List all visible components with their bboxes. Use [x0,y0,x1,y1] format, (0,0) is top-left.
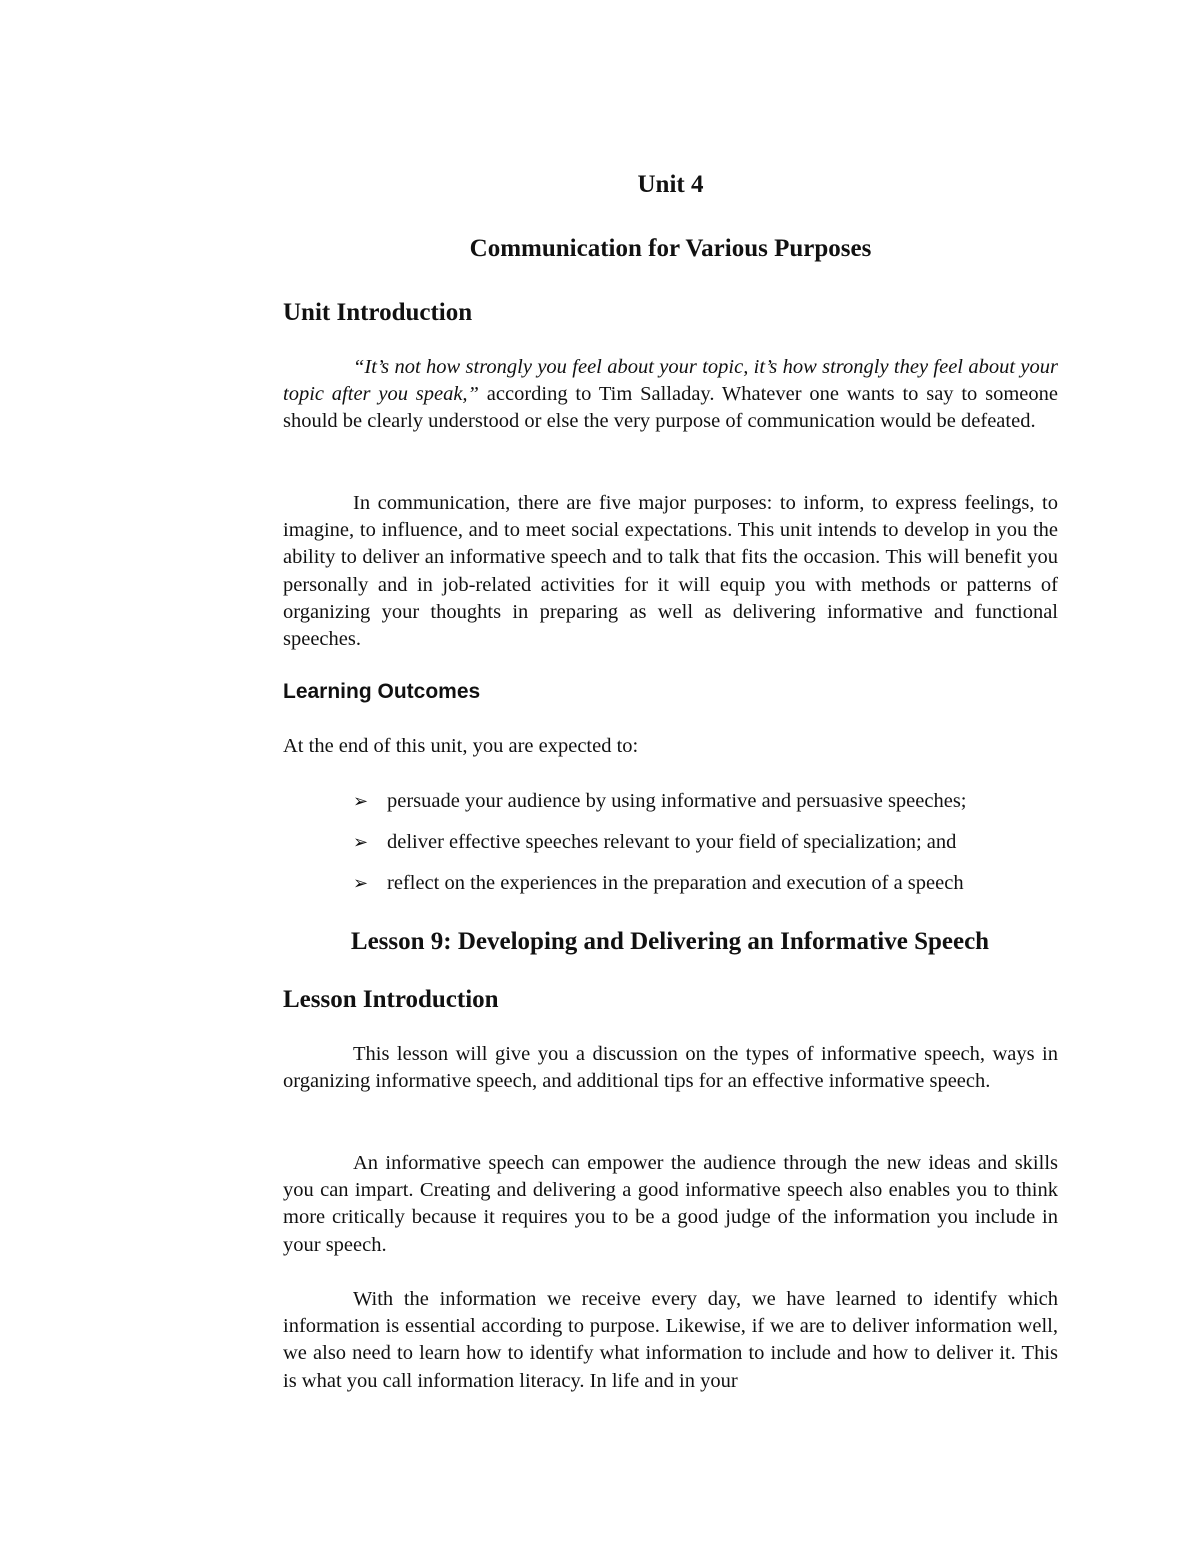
arrow-bullet-icon: ➢ [353,832,369,853]
list-item: ➢ reflect on the experiences in the preparation and execution of a speech [353,870,1073,897]
unit-title: Unit 4 [637,171,704,198]
lesson-introduction-heading: Lesson Introduction [283,986,499,1013]
list-item: ➢ deliver effective speeches relevant to your field of specialization; and [353,829,1073,856]
arrow-bullet-icon: ➢ [353,873,369,894]
unit-subtitle: Communication for Various Purposes [469,235,872,262]
lesson-intro-paragraph-2: An informative speech can empower the audience through the new ideas and skills you can impart. Creating and delivering a good informative speech also enables you to think more critically because it requires you to be a good judge of the information you include in your speech. [283,1152,1058,1256]
quote-text: “It’s not how strongly you feel about your topic, it’s how strongly they feel about your topic after you speak,” [283,356,1058,406]
learning-outcomes-heading: Learning Outcomes [283,680,481,703]
lesson-intro-paragraph-3: With the information we receive every day, we have learned to identify which information is essential according to purpose. Likewise, if we are to deliver information well, we also need to learn how to identify what information to include and how to deliver it. This is what you call information literacy. In life and in your [283,1288,1058,1392]
unit-introduction-heading: Unit Introduction [283,299,473,326]
learning-outcomes-lead: At the end of this unit, you are expected to: [283,735,639,757]
lesson-title: Lesson 9: Developing and Delivering an Informative Speech [350,928,990,955]
quote-attribution-text: according to Tim Salladay. Whatever one wants to say to someone should be clearly understood or else the very purpose of communication would be defeated. [283,383,1058,433]
unit-intro-paragraph-1 [283,354,1058,436]
lesson-intro-paragraph-1: This lesson will give you a discussion on the types of informative speech, ways in organizing informative speech, and additional tips for an effective informative speech. [283,1043,1058,1093]
unit-intro-paragraph-2: In communication, there are five major purposes: to inform, to express feelings, to imagine, to influence, and to meet social expectations. This unit intends to develop in you the ability to deliver an informative speech and to talk that fits the occasion. This will benefit you personally and in job-related activities for it will equip you with methods or patterns of organizing your thoughts in preparing as well as delivering informative and functional speeches. [283,492,1058,651]
list-item: ➢ persuade your audience by using informative and persuasive speeches; [353,788,1073,815]
arrow-bullet-icon: ➢ [353,791,369,812]
